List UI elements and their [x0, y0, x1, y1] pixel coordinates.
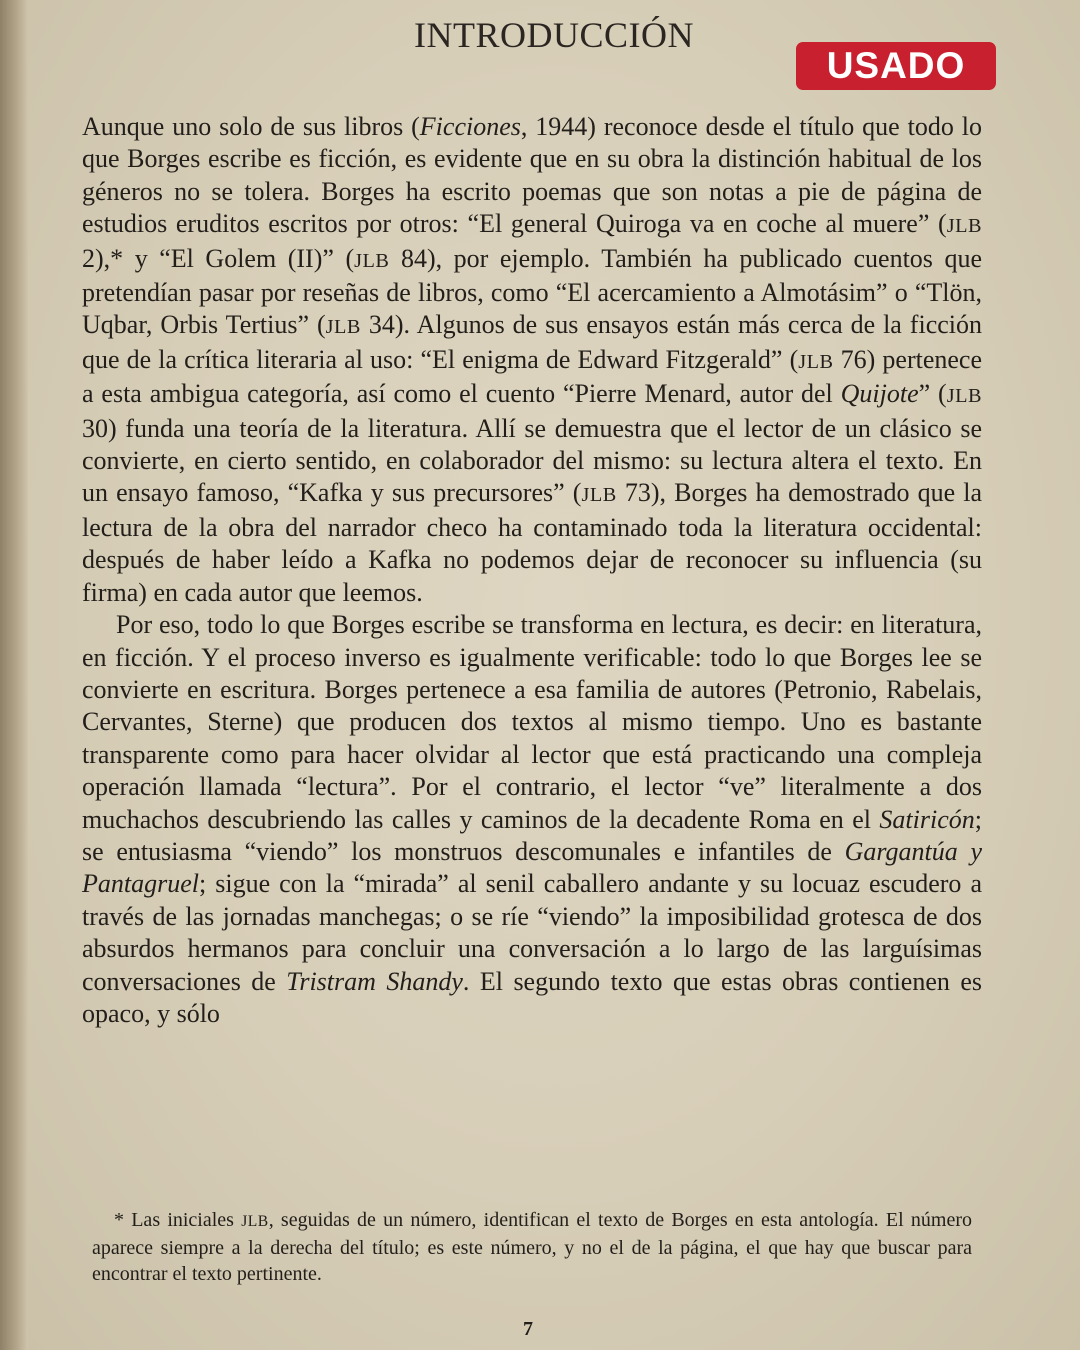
jlb-reference: JLB	[241, 1213, 269, 1230]
italic-title: Gargantúa y Pantagruel	[82, 836, 982, 899]
running-head: INTRODUCCIÓN	[414, 15, 694, 55]
text-run: * Las iniciales	[114, 1209, 242, 1231]
paragraph-2	[82, 609, 982, 1030]
book-page	[28, 0, 1080, 1350]
text-run: 84), por ejemplo. También ha publicado cuentos que pretendían pasar por reseñas de libros, como “El acercamiento a Almotásim” o “Tlön, Uqbar, Orbis Tertius” (	[82, 243, 982, 340]
text-run: 73), Borges ha demostrado que la lectura de la obra del narrador checo ha contaminado toda la literatura occidental: después de haber leído a Kafka no podemos dejar de reconocer su influencia (su firma) en cada autor que leemos.	[82, 478, 983, 607]
italic-title: Ficciones	[419, 112, 521, 141]
text-run: , seguidas de un número, identifican el texto de Borges en esta antología. El número aparece siempre a la derecha del título; es este número, y no el de la página, el que hay que buscar para encontrar el texto pertinente.	[92, 1209, 972, 1285]
jlb-reference: JLB	[946, 385, 982, 408]
text-run: 34). Algunos de sus ensayos están más cerca de la ficción que de la crítica literaria al uso: “El enigma de Edward Fitzgerald” (	[82, 310, 982, 374]
paragraph-1	[82, 111, 982, 609]
text-run: ” (	[918, 379, 947, 409]
text-run: Aunque uno solo de sus libros (	[82, 112, 420, 141]
italic-title: Quijote	[840, 379, 919, 409]
italic-title: Tristram Shandy	[286, 966, 463, 996]
footnote	[92, 1207, 972, 1287]
text-run: 2),* y “El Golem (II)” (	[82, 243, 355, 273]
text-run: , 1944) reconoce desde el título que todo lo que Borges escribe es ficción, es evidente que en su obra la distinción habitual de los géneros no se tolera. Borges ha escrito poemas que son notas a pie de página de estudios eruditos escritos por otros: “El general Quiroga va en coche al muere” (	[82, 112, 982, 239]
jlb-reference: JLB	[798, 350, 834, 373]
jlb-reference: JLB	[946, 215, 982, 238]
text-run: ; se entusiasma “viendo” los monstruos descomunales e infantiles de	[82, 804, 982, 866]
text-run: . El segundo texto que estas obras contienen es opaco, y sólo	[82, 966, 982, 1028]
text-run: Por eso, todo lo que Borges escribe se transforma en lectura, es decir: en literatura, en ficción. Y el proceso inverso es igualmente verificable: todo lo que Borges lee se convierte en escritura. Borges pertenece a esa familia de autores (Petronio, Rabelais, Cervantes, Sterne) que producen dos textos al mismo tiempo. Uno es bastante transparente como para hacer olvidar al lector que está practicando una compleja operación llamada “lectura”. Por el contrario, el lector “ve” literalmente a dos muchachos descubriendo las calles y caminos de la decadente Roma en el	[82, 610, 982, 834]
text-run: 30) funda una teoría de la literatura. Allí se demuestra que el lector de un clásico se convierte, en cierto sentido, en colaborador del mismo: su lectura altera el texto. En un ensayo famoso, “Kafka y sus precursores” (	[82, 413, 982, 508]
body-text	[82, 111, 982, 1030]
text-run: ; sigue con la “mirada” al senil caballero andante y su locuaz escudero a través de las jornadas manchegas; o se ríe “viendo” la imposibilidad grotesca de dos absurdos hermanos para concluir una conversación a lo largo de las larguísimas conversaciones de	[82, 869, 982, 996]
book-gutter-shadow	[0, 0, 28, 1350]
jlb-reference: JLB	[325, 316, 361, 339]
jlb-reference: JLB	[581, 484, 617, 507]
used-badge: USADO	[796, 42, 996, 90]
text-run: 76) pertenece a esta ambigua categoría, así como el cuento “Pierre Menard, autor del	[82, 344, 982, 409]
page-number: 7	[523, 1318, 533, 1340]
jlb-reference: JLB	[354, 249, 390, 272]
italic-title: Satiricón	[879, 804, 975, 834]
